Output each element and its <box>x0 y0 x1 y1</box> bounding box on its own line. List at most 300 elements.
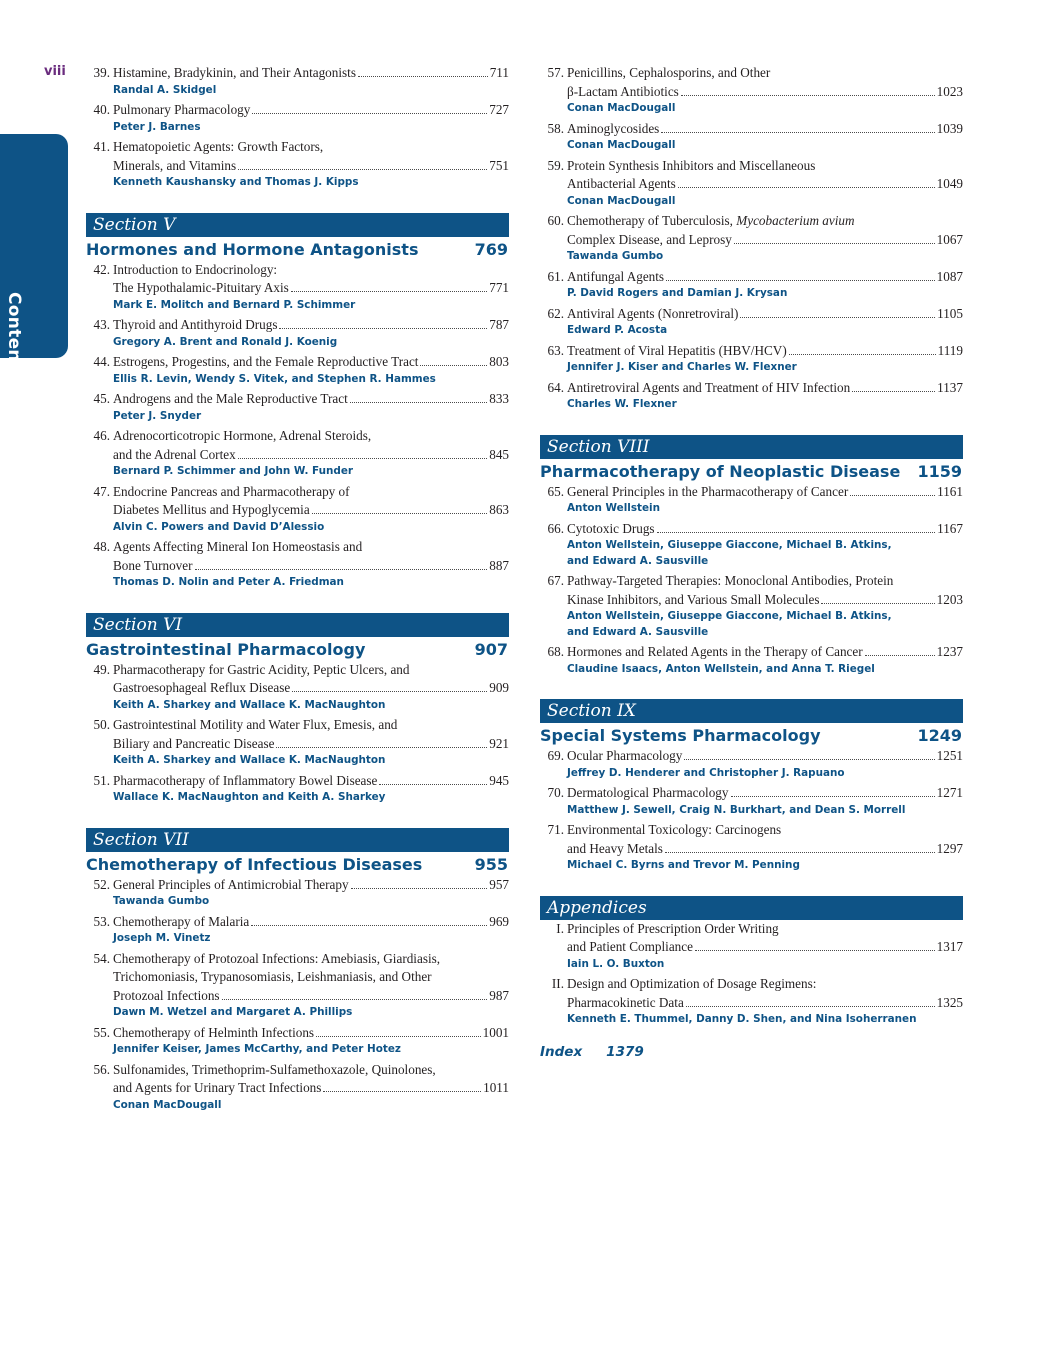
entry-title-text: Antifungal Agents <box>567 268 665 284</box>
toc-entry[interactable] <box>86 138 509 191</box>
entry-page-number: 1039 <box>936 120 963 136</box>
dot-leader <box>865 655 935 656</box>
chapter-number: 67. <box>547 573 564 588</box>
chapter-number: 60. <box>547 213 564 228</box>
entry-title-text: Antiviral Agents (Nonretroviral) <box>567 305 739 321</box>
toc-entry[interactable] <box>86 316 509 350</box>
section-page-number: 907 <box>474 639 508 659</box>
entry-page-number: 921 <box>489 735 509 751</box>
entry-title-line <box>86 913 509 932</box>
entry-page-number: 1251 <box>936 748 963 763</box>
dot-leader <box>292 691 487 692</box>
entry-page-number: 945 <box>489 772 509 788</box>
section-label: Section VIII <box>540 435 963 459</box>
entry-title-text: Antiretroviral Agents and Treatment of HIV Infection <box>567 379 851 395</box>
entry-authors: Edward P. Acosta <box>567 324 668 336</box>
entry-title-text: Chemotherapy of Tuberculosis, Mycobacterium avium <box>567 213 855 228</box>
toc-entry[interactable] <box>540 747 963 781</box>
section-title-text: Gastrointestinal Pharmacology <box>86 639 366 659</box>
entry-title-text: Bone Turnover <box>113 557 193 573</box>
toc-entry[interactable] <box>540 64 963 117</box>
toc-entry[interactable] <box>86 1024 509 1058</box>
entry-authors: Wallace K. MacNaughton and Keith A. Sharkey <box>113 791 386 803</box>
section-label: Section V <box>86 213 509 237</box>
entry-authors: Jennifer Keiser, James McCarthy, and Peter Hotez <box>113 1043 401 1055</box>
toc-entry[interactable] <box>540 342 963 376</box>
section-page-number: 769 <box>474 239 508 259</box>
entry-title-line <box>540 64 963 83</box>
toc-entry[interactable] <box>540 975 963 1028</box>
dot-leader <box>350 402 487 403</box>
entry-title-line <box>540 994 963 1013</box>
entry-title-line <box>86 968 509 987</box>
dot-leader <box>665 852 935 853</box>
section-page-number: 1159 <box>917 461 962 481</box>
entry-page-number: 771 <box>489 280 509 295</box>
dot-leader <box>852 391 935 392</box>
section-title[interactable] <box>86 240 509 259</box>
entry-authors: Anton Wellstein, Giuseppe Giaccone, Michael B. Atkins, <box>567 539 892 551</box>
dot-leader <box>358 76 488 77</box>
section-title-text: Chemotherapy of Infectious Diseases <box>86 854 423 874</box>
entry-title-line <box>86 316 509 335</box>
entry-authors: Mark E. Molitch and Bernard P. Schimmer <box>113 298 356 311</box>
entry-title-text: Aminoglycosides <box>567 120 660 136</box>
entry-page-number: 711 <box>489 65 509 80</box>
entry-title-line <box>86 261 509 280</box>
section-label: Section VI <box>86 613 509 637</box>
entry-page-number: 1011 <box>483 1080 509 1095</box>
entry-authors: P. David Rogers and Damian J. Krysan <box>567 287 788 299</box>
entry-title-line <box>540 784 963 803</box>
entry-title-line <box>86 483 509 502</box>
entry-title-text: and the Adrenal Cortex <box>113 446 236 462</box>
toc-entry[interactable] <box>86 1061 509 1114</box>
toc-entry[interactable] <box>86 101 509 135</box>
entry-title-text: Penicillins, Cephalosporins, and Other <box>567 65 771 80</box>
section-title-text: Special Systems Pharmacology <box>540 726 821 745</box>
entry-authors: Peter J. Snyder <box>113 409 202 422</box>
chapter-number: 40. <box>93 102 110 117</box>
section-header <box>86 613 509 659</box>
toc-entry[interactable] <box>86 876 509 910</box>
entry-title-line <box>540 483 963 502</box>
dot-leader <box>789 354 936 355</box>
entry-title-text: Pharmacokinetic Data <box>567 994 684 1010</box>
chapter-number: 49. <box>93 661 110 677</box>
entry-authors: Conan MacDougall <box>567 139 676 151</box>
entry-title-line <box>86 1061 509 1080</box>
entry-authors: Claudine Isaacs, Anton Wellstein, and Anna T. Riegel <box>567 662 875 675</box>
dot-leader <box>731 796 935 797</box>
chapter-number: 64. <box>547 379 564 395</box>
entry-title-line <box>86 950 509 969</box>
toc-entry[interactable] <box>540 920 963 973</box>
entry-page-number: 1237 <box>936 644 963 659</box>
chapter-number: 42. <box>93 261 110 277</box>
entry-title-text: Chemotherapy of Protozoal Infections: Amebiasis, Giardiasis, <box>113 950 441 966</box>
entry-title-text: Trichomoniasis, Trypanosomiasis, Leishmaniasis, and Other <box>113 969 432 984</box>
section-title[interactable] <box>540 462 963 481</box>
entry-title-line <box>540 157 963 176</box>
page-number: viii <box>44 64 66 79</box>
chapter-number: 55. <box>93 1024 110 1040</box>
entry-page-number: 887 <box>489 557 509 573</box>
entry-title-text: Histamine, Bradykinin, and Their Antagonists <box>113 65 356 80</box>
entry-page-number: 1297 <box>936 840 963 856</box>
entry-page-number: 1137 <box>937 379 963 395</box>
chapter-number: 58. <box>547 120 564 136</box>
entry-title-line <box>540 821 963 840</box>
entry-title-line <box>86 138 509 157</box>
entry-title-line <box>86 876 509 895</box>
dot-leader <box>276 747 487 748</box>
entry-page-number: 1271 <box>936 785 963 800</box>
entry-title-line <box>86 679 509 698</box>
dot-leader <box>850 495 935 496</box>
toc-entry[interactable] <box>540 212 963 265</box>
toc-left-column <box>86 64 509 1116</box>
index-entry[interactable] <box>540 1044 963 1060</box>
italic-term: Mycobacterium avium <box>736 213 855 228</box>
entry-title-line <box>86 157 509 176</box>
entry-title-line <box>86 735 509 754</box>
toc-entry[interactable] <box>86 427 509 480</box>
chapter-number: 50. <box>93 717 110 732</box>
chapter-number: 52. <box>93 876 110 892</box>
entry-title-line <box>540 83 963 102</box>
entry-title-text: Adrenocorticotropic Hormone, Adrenal Steroids, <box>113 428 372 443</box>
toc-entry[interactable] <box>540 784 963 818</box>
section-header <box>86 828 509 874</box>
entry-authors: Keith A. Sharkey and Wallace K. MacNaughton <box>113 754 386 766</box>
entry-title-text: Environmental Toxicology: Carcinogens <box>567 822 782 837</box>
chapter-number: 54. <box>93 950 110 966</box>
entry-title-text: General Principles of Antimicrobial Therapy <box>113 876 349 892</box>
entry-authors: Anton Wellstein, Giuseppe Giaccone, Michael B. Atkins, <box>567 610 892 622</box>
chapter-number: 51. <box>93 772 110 788</box>
entry-title-text: Hormones and Related Agents in the Therapy of Cancer <box>567 644 863 659</box>
entry-authors: Tawanda Gumbo <box>113 895 210 907</box>
entry-authors: Kenneth Kaushansky and Thomas J. Kipps <box>113 176 359 188</box>
dot-leader <box>312 513 488 514</box>
entry-page-number: 957 <box>489 876 509 892</box>
entry-title-text: Pathway-Targeted Therapies: Monoclonal Antibodies, Protein <box>567 573 894 588</box>
toc-entry[interactable] <box>86 716 509 769</box>
entry-title-line <box>86 716 509 735</box>
entry-authors: Conan MacDougall <box>567 194 676 207</box>
entry-title-text: Principles of Prescription Order Writing <box>567 920 779 936</box>
entry-title-line <box>540 379 963 398</box>
entry-page-number: 1001 <box>482 1024 509 1040</box>
entry-title-text: Antibacterial Agents <box>567 176 676 191</box>
entry-title-text: Pharmacotherapy for Gastric Acidity, Peptic Ulcers, and <box>113 661 410 677</box>
entry-authors: Tawanda Gumbo <box>567 250 664 262</box>
entry-title-line <box>86 427 509 446</box>
chapter-number: 61. <box>547 268 564 284</box>
entry-authors: Alvin C. Powers and David D’Alessio <box>113 520 325 533</box>
dot-leader <box>351 888 488 889</box>
toc-entry[interactable] <box>540 120 963 154</box>
dot-leader <box>195 569 488 570</box>
entry-title-text: Treatment of Viral Hepatitis (HBV/HCV) <box>567 342 787 358</box>
toc-entry[interactable] <box>86 661 509 714</box>
entry-title-line <box>540 120 963 139</box>
toc-entry[interactable] <box>540 572 963 640</box>
entry-title-line <box>540 643 963 662</box>
dot-leader <box>252 113 487 114</box>
chapter-number: 68. <box>547 644 564 659</box>
entry-title-line <box>540 591 963 610</box>
entry-page-number: 1161 <box>937 483 963 499</box>
entry-title-text: Androgens and the Male Reproductive Tract <box>113 391 348 406</box>
entry-page-number: 1067 <box>936 231 963 247</box>
entry-title-text: The Hypothalamic-Pituitary Axis <box>113 280 289 295</box>
entry-title-line <box>86 772 509 791</box>
entry-title-line <box>86 1024 509 1043</box>
toc-entry[interactable] <box>540 268 963 302</box>
toc-entry[interactable] <box>86 772 509 806</box>
chapter-number: 69. <box>547 748 564 763</box>
entry-page-number: 1119 <box>937 342 963 358</box>
entry-title-line <box>86 1079 509 1098</box>
section-title[interactable] <box>86 640 509 659</box>
entry-title-text: Introduction to Endocrinology: <box>113 261 278 277</box>
dot-leader <box>681 95 935 96</box>
entry-title-line <box>540 305 963 324</box>
chapter-number: 43. <box>93 317 110 332</box>
chapter-number: 53. <box>93 913 110 929</box>
chapter-number: 39. <box>93 65 110 80</box>
chapter-number: 41. <box>93 139 110 154</box>
section-header <box>540 896 963 920</box>
chapter-number: II. <box>551 976 564 991</box>
dot-leader <box>323 1091 481 1092</box>
toc-entry[interactable] <box>540 305 963 339</box>
dot-leader <box>740 317 935 318</box>
entry-authors: Ellis R. Levin, Wendy S. Vitek, and Stephen R. Hammes <box>113 372 436 385</box>
toc-entry[interactable] <box>86 64 509 98</box>
contents-side-tab-label: Contents <box>4 292 24 381</box>
chapter-number: 47. <box>93 483 110 499</box>
entry-title-line <box>86 64 509 83</box>
toc-entry[interactable] <box>540 643 963 677</box>
toc-entry[interactable] <box>86 261 509 314</box>
dot-leader <box>661 132 934 133</box>
section-label: Section IX <box>540 699 963 723</box>
entry-title-line <box>540 175 963 194</box>
entry-title-text: and Heavy Metals <box>567 840 663 856</box>
entry-page-number: 803 <box>489 354 509 369</box>
dot-leader <box>316 1036 481 1037</box>
chapter-number: 62. <box>547 305 564 321</box>
section-label: Section VII <box>86 828 509 852</box>
entry-authors: Anton Wellstein <box>567 502 660 514</box>
entry-title-text: Kinase Inhibitors, and Various Small Molecules <box>567 591 820 607</box>
entry-authors: and Edward A. Sausville <box>567 625 709 638</box>
dot-leader <box>420 365 487 366</box>
index-page: 1379 <box>606 1043 644 1060</box>
entry-authors: Joseph M. Vinetz <box>113 932 211 944</box>
entry-page-number: 1023 <box>936 83 963 99</box>
section-title-text: Pharmacotherapy of Neoplastic Disease <box>540 461 901 481</box>
section-title[interactable] <box>540 726 963 745</box>
entry-authors: Keith A. Sharkey and Wallace K. MacNaughton <box>113 698 386 711</box>
toc-right-column <box>540 64 963 1060</box>
entry-authors: Matthew J. Sewell, Craig N. Burkhart, and Dean S. Morrell <box>567 803 906 816</box>
toc-entry[interactable] <box>540 157 963 210</box>
entry-title-line <box>540 231 963 250</box>
entry-title-line <box>540 572 963 591</box>
dot-leader <box>657 532 936 533</box>
entry-title-line <box>86 101 509 120</box>
entry-title-text: Chemotherapy of Malaria <box>113 913 250 929</box>
entry-title-line <box>86 353 509 372</box>
dot-leader <box>379 784 487 785</box>
entry-authors: Gregory A. Brent and Ronald J. Koenig <box>113 335 338 348</box>
entry-title-text: Thyroid and Antithyroid Drugs <box>113 317 278 332</box>
entry-title-text: Biliary and Pancreatic Disease <box>113 735 275 751</box>
chapter-number: 66. <box>547 520 564 536</box>
entry-title-line <box>540 342 963 361</box>
entry-title-text: Cytotoxic Drugs <box>567 520 655 536</box>
dot-leader <box>238 458 488 459</box>
chapter-number: 48. <box>93 539 110 554</box>
entry-title-text: Endocrine Pancreas and Pharmacotherapy of <box>113 483 350 499</box>
toc-entry[interactable] <box>86 483 509 536</box>
toc-entry[interactable] <box>540 821 963 874</box>
entry-authors: Dawn M. Wetzel and Margaret A. Phillips <box>113 1006 353 1018</box>
dot-leader <box>238 169 487 170</box>
entry-page-number: 909 <box>489 680 509 695</box>
entry-page-number: 727 <box>489 102 509 117</box>
entry-title-line <box>540 840 963 859</box>
entry-title-text: and Patient Compliance <box>567 939 693 954</box>
entry-title-line <box>540 920 963 939</box>
entry-authors: Bernard P. Schimmer and John W. Funder <box>113 465 354 477</box>
section-title[interactable] <box>86 855 509 874</box>
entry-page-number: 1317 <box>936 939 963 954</box>
entry-page-number: 1325 <box>936 994 963 1010</box>
entry-page-number: 863 <box>489 502 509 517</box>
entry-title-line <box>86 661 509 680</box>
entry-title-text: Gastrointestinal Motility and Water Flux, Emesis, and <box>113 717 398 732</box>
section-page-number: 955 <box>474 854 508 874</box>
entry-title-text: Protozoal Infections <box>113 987 220 1003</box>
entry-title-text: General Principles in the Pharmacotherapy of Cancer <box>567 483 849 499</box>
entry-page-number: 1105 <box>937 305 963 321</box>
entry-page-number: 787 <box>489 317 509 332</box>
toc-entry[interactable] <box>540 379 963 413</box>
entry-page-number: 1087 <box>936 268 963 284</box>
entry-page-number: 1203 <box>936 591 963 607</box>
entry-title-line <box>540 520 963 539</box>
entry-authors: Thomas D. Nolin and Peter A. Friedman <box>113 576 344 588</box>
chapter-number: 65. <box>547 483 564 499</box>
section-page-number: 1249 <box>917 726 962 745</box>
section-title-text: Hormones and Hormone Antagonists <box>86 239 419 259</box>
dot-leader <box>734 243 935 244</box>
entry-authors: Jeffrey D. Henderer and Christopher J. Rapuano <box>567 766 845 779</box>
chapter-number: 44. <box>93 354 110 369</box>
entry-authors: Jennifer J. Kiser and Charles W. Flexner <box>567 361 797 373</box>
entry-page-number: 1049 <box>936 176 963 191</box>
chapter-number: 56. <box>93 1061 110 1077</box>
entry-title-line <box>86 501 509 520</box>
entry-page-number: 833 <box>489 391 509 406</box>
entry-title-text: Estrogens, Progestins, and the Female Reproductive Tract <box>113 354 419 369</box>
entry-title-text: Protein Synthesis Inhibitors and Miscellaneous <box>567 157 816 173</box>
entry-title-text: Minerals, and Vitamins <box>113 157 237 173</box>
entry-title-text: Dermatological Pharmacology <box>567 785 729 800</box>
dot-leader <box>222 999 488 1000</box>
entry-title-text: Hematopoietic Agents: Growth Factors, <box>113 139 324 154</box>
entry-title-text: Agents Affecting Mineral Ion Homeostasis and <box>113 539 363 554</box>
entry-authors: Michael C. Byrns and Trevor M. Penning <box>567 859 800 871</box>
entry-title-line <box>86 446 509 465</box>
chapter-number: 63. <box>547 342 564 358</box>
toc-entry[interactable] <box>540 520 963 570</box>
entry-title-line <box>86 390 509 409</box>
section-header <box>86 213 509 259</box>
dot-leader <box>291 291 487 292</box>
entry-authors: Conan MacDougall <box>113 1098 222 1111</box>
dot-leader <box>666 280 935 281</box>
entry-title-line <box>86 279 509 298</box>
entry-authors: Conan MacDougall <box>567 102 676 114</box>
entry-title-text: Pulmonary Pharmacology <box>113 102 251 117</box>
chapter-number: I. <box>556 920 564 936</box>
entry-title-line <box>540 212 963 231</box>
entry-authors: Iain L. O. Buxton <box>567 957 665 970</box>
entry-page-number: 969 <box>489 913 509 929</box>
chapter-number: 45. <box>93 391 110 406</box>
entry-title-text: Ocular Pharmacology <box>567 748 683 763</box>
dot-leader <box>821 603 934 604</box>
entry-title-line <box>540 975 963 994</box>
entry-title-line <box>86 557 509 576</box>
chapter-number: 46. <box>93 428 110 443</box>
section-header <box>540 435 963 481</box>
section-label: Appendices <box>540 896 963 920</box>
chapter-number: 57. <box>547 65 564 80</box>
index-label: Index <box>540 1043 583 1060</box>
entry-title-text: and Agents for Urinary Tract Infections <box>113 1080 322 1095</box>
toc-entry[interactable] <box>540 483 963 517</box>
section-header <box>540 699 963 745</box>
toc-entry[interactable] <box>86 950 509 1021</box>
dot-leader <box>678 187 935 188</box>
entry-title-line <box>540 268 963 287</box>
dot-leader <box>686 1006 935 1007</box>
entry-page-number: 1167 <box>937 520 963 536</box>
entry-title-line <box>540 938 963 957</box>
toc-entry[interactable] <box>86 913 509 947</box>
entry-authors: Randal A. Skidgel <box>113 83 217 96</box>
entry-title-text: Design and Optimization of Dosage Regimens: <box>567 976 817 991</box>
chapter-number: 59. <box>547 157 564 173</box>
dot-leader <box>695 950 935 951</box>
toc-entry[interactable] <box>86 390 509 424</box>
chapter-number: 71. <box>547 822 564 837</box>
entry-authors: Charles W. Flexner <box>567 398 677 410</box>
toc-entry[interactable] <box>86 353 509 387</box>
dot-leader <box>279 328 487 329</box>
toc-entry[interactable] <box>86 538 509 591</box>
dot-leader <box>251 925 487 926</box>
entry-title-line <box>540 747 963 766</box>
entry-authors: Kenneth E. Thummel, Danny D. Shen, and Nina Isoherranen <box>567 1013 917 1025</box>
